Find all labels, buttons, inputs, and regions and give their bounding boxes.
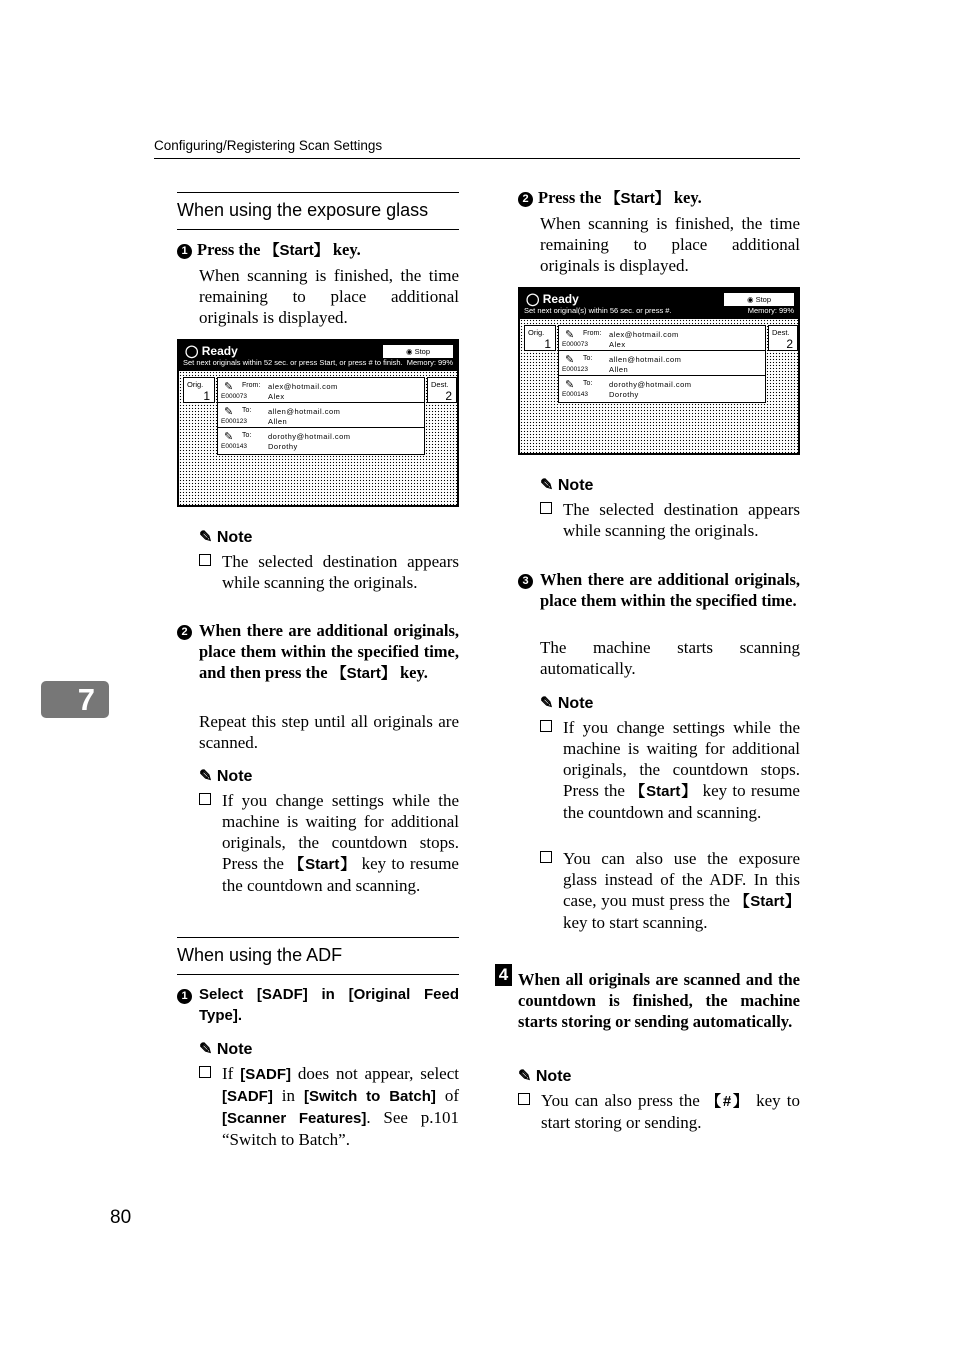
destination-row (559, 326, 765, 351)
step-3-body: The machine starts scanning automatically. (540, 638, 800, 678)
note-label: Note (557, 695, 594, 712)
orig-value: 1 (203, 389, 210, 403)
destination-list (217, 377, 425, 455)
note-label: Note (557, 477, 594, 494)
screen-message: Set next original(s) within 56 sec. or press #. (524, 306, 672, 315)
orig-value: 1 (544, 337, 551, 351)
screen-status-bar (179, 341, 457, 371)
step-2-instruction (177, 620, 459, 684)
pencil-icon: ✎ (565, 379, 575, 391)
dest-label: Dest. (431, 380, 449, 389)
destination-row (218, 403, 424, 428)
step-4-instruction: When all originals are scanned and the countdown is finished, the machine starts storing or sending automatically. (518, 970, 800, 1031)
step-text-end: key. (328, 240, 361, 259)
step-2-body-right: When scanning is finished, the time remaining to place additional originals is displayed. (540, 214, 800, 275)
step-text-end: key. (669, 188, 702, 207)
dest-field: From: (242, 382, 261, 389)
chapter-tab: 7 (41, 681, 109, 718)
note-pencil-icon: ✎ (540, 695, 554, 712)
ready-status: ◯ Ready (526, 292, 579, 306)
hash-key: 【#】 (705, 1093, 750, 1110)
dest-field: To: (242, 407, 252, 414)
section-rule-bottom (177, 229, 459, 230)
note-item (199, 790, 459, 896)
stop-button[interactable]: ◉ Stop (383, 345, 453, 358)
dest-field: To: (583, 355, 593, 362)
memory-indicator: Memory: 99% (406, 358, 453, 367)
note-text-end: key to resume the countdown and scanning. (222, 854, 459, 895)
memory-indicator: Memory: 99% (747, 306, 794, 315)
dest-name: Dorothy (609, 390, 639, 399)
start-key: 【Start】 (605, 190, 670, 207)
step-text: When there are additional originals, place them within the specified time. (540, 570, 800, 610)
start-key: 【Start】 (734, 893, 800, 910)
note-heading (199, 527, 252, 547)
checkbox-icon (540, 851, 552, 863)
destination-row (218, 428, 424, 452)
step-2-instruction-right (518, 187, 800, 209)
step-2-body: Repeat this step until all originals are scanned. (199, 712, 459, 752)
step-number-3: 3 (518, 574, 533, 589)
destination-row (218, 378, 424, 403)
dest-field: To: (242, 432, 252, 439)
note-text-end: key to start scanning. (563, 913, 708, 932)
step-text: Select [SADF] in [Original Feed Type]. (199, 986, 459, 1024)
step-text: Press the (197, 240, 265, 259)
note-item (199, 551, 459, 593)
note-text: You can also press the (541, 1091, 706, 1110)
adf-step-1-instruction (177, 984, 459, 1026)
header-rule (154, 158, 800, 159)
dest-counter (427, 377, 457, 403)
section-rule-bottom (177, 974, 459, 975)
note-label: Note (216, 1041, 253, 1058)
dest-code: E000073 (221, 393, 248, 400)
step-number-1: 1 (177, 989, 192, 1004)
start-key: 【Start】 (630, 783, 698, 800)
page-number: 80 (110, 1207, 132, 1228)
step-1-body: When scanning is finished, the time remaining to place additional originals is displayed. (199, 266, 459, 327)
sadf-key: [SADF] (222, 1088, 273, 1105)
note-pencil-icon: ✎ (199, 768, 213, 785)
dest-code: E000123 (221, 418, 248, 425)
orig-label: Orig. (187, 380, 204, 389)
dest-address: dorothy@hotmail.com (268, 432, 351, 441)
start-key: 【Start】 (289, 856, 357, 873)
orig-counter (524, 325, 556, 351)
dest-name: Alex (268, 392, 285, 401)
control-panel-screen (518, 287, 800, 455)
orig-label: Orig. (528, 328, 545, 337)
dest-label: Dest. (772, 328, 790, 337)
step-text-end: key. (395, 663, 428, 682)
note-heading (199, 1039, 252, 1059)
dest-value: 2 (445, 389, 452, 403)
dest-field: To: (583, 380, 593, 387)
step-number-1: 1 (177, 244, 192, 259)
note-pencil-icon: ✎ (518, 1068, 532, 1085)
dest-address: allen@hotmail.com (609, 355, 682, 364)
note-text-end: key to resume the countdown and scanning. (563, 781, 800, 822)
pencil-icon: ✎ (565, 354, 575, 366)
dest-counter (768, 325, 798, 351)
pencil-icon: ✎ (565, 329, 575, 341)
step-number-4: 4 (495, 964, 512, 986)
sadf-key: [SADF] (240, 1066, 292, 1083)
dest-code: E000143 (562, 391, 589, 398)
note-label: Note (535, 1068, 572, 1085)
dest-code: E000073 (562, 341, 589, 348)
step-text: Press the (538, 188, 606, 207)
switch-to-batch-key: [Switch to Batch] (303, 1088, 436, 1105)
start-key: 【Start】 (264, 242, 329, 259)
dest-field: From: (583, 330, 602, 337)
note-text-end: key to start storing or sending. (541, 1091, 800, 1132)
section-title-exposure-glass: When using the exposure glass (177, 200, 429, 220)
start-key: 【Start】 (331, 665, 396, 682)
destination-list (558, 325, 766, 403)
destination-row (559, 351, 765, 376)
note-text: of (435, 1086, 459, 1105)
pencil-icon: ✎ (224, 381, 234, 393)
screen-status-bar (520, 289, 798, 319)
dest-name: Allen (609, 365, 629, 374)
note-heading (540, 693, 593, 713)
dest-name: Allen (268, 417, 288, 426)
note-item (518, 1090, 800, 1133)
destination-row (559, 376, 765, 400)
section-rule-top (177, 937, 459, 938)
note-item (540, 717, 800, 823)
note-item (540, 848, 800, 933)
note-item (540, 499, 800, 541)
note-label: Note (216, 529, 253, 546)
note-label: Note (216, 768, 253, 785)
checkbox-icon (199, 1066, 211, 1078)
step-3-instruction (518, 569, 800, 611)
checkbox-icon (199, 793, 211, 805)
note-text: does not appear, select (291, 1064, 459, 1083)
checkbox-icon (540, 502, 552, 514)
section-title-adf: When using the ADF (177, 945, 343, 965)
section-rule-top (177, 192, 459, 193)
pencil-icon: ✎ (224, 406, 234, 418)
note-pencil-icon: ✎ (199, 529, 213, 546)
note-text: You can also use the exposure glass instead of the ADF. In this case, you must press the (563, 849, 800, 910)
step-number-2: 2 (518, 192, 533, 207)
checkbox-icon (540, 720, 552, 732)
dest-name: Alex (609, 340, 626, 349)
ready-status: ◯ Ready (185, 344, 238, 358)
note-text: If (222, 1064, 241, 1083)
dest-address: allen@hotmail.com (268, 407, 341, 416)
note-text-end: . See p.101 “Switch to Batch”. (222, 1108, 459, 1149)
dest-code: E000123 (562, 366, 589, 373)
note-text: The selected destination appears while scanning the originals. (222, 552, 459, 592)
orig-counter (183, 377, 215, 403)
dest-code: E000143 (221, 443, 248, 450)
dest-address: alex@hotmail.com (609, 330, 679, 339)
note-heading (518, 1066, 571, 1086)
note-text: If you change settings while the machine is waiting for additional originals, the countdown stops. Press the (222, 791, 459, 873)
note-heading (199, 766, 252, 786)
checkbox-icon (199, 554, 211, 566)
note-text: If you change settings while the machine is waiting for additional originals, the countdown stops. Press the (563, 718, 800, 800)
dest-address: dorothy@hotmail.com (609, 380, 692, 389)
pencil-icon: ✎ (224, 431, 234, 443)
checkbox-icon (518, 1093, 530, 1105)
scanner-features-key: [Scanner Features] (222, 1110, 367, 1127)
running-header: Configuring/Registering Scan Settings (154, 138, 383, 153)
dest-value: 2 (786, 337, 793, 351)
screen-message: Set next originals within 52 sec. or press Start, or press # to finish. (183, 358, 403, 367)
dest-address: alex@hotmail.com (268, 382, 338, 391)
note-text: in (272, 1086, 304, 1105)
note-heading (540, 475, 593, 495)
dest-name: Dorothy (268, 442, 298, 451)
step-number-2: 2 (177, 625, 192, 640)
note-pencil-icon: ✎ (199, 1041, 213, 1058)
note-pencil-icon: ✎ (540, 477, 554, 494)
note-text: The selected destination appears while scanning the originals. (563, 500, 800, 540)
step-text: When there are additional originals, place them within the specified time, and then press the (199, 621, 459, 682)
control-panel-screen (177, 339, 459, 507)
note-item (199, 1063, 459, 1150)
step-1-instruction (177, 239, 459, 261)
stop-button[interactable]: ◉ Stop (724, 293, 794, 306)
